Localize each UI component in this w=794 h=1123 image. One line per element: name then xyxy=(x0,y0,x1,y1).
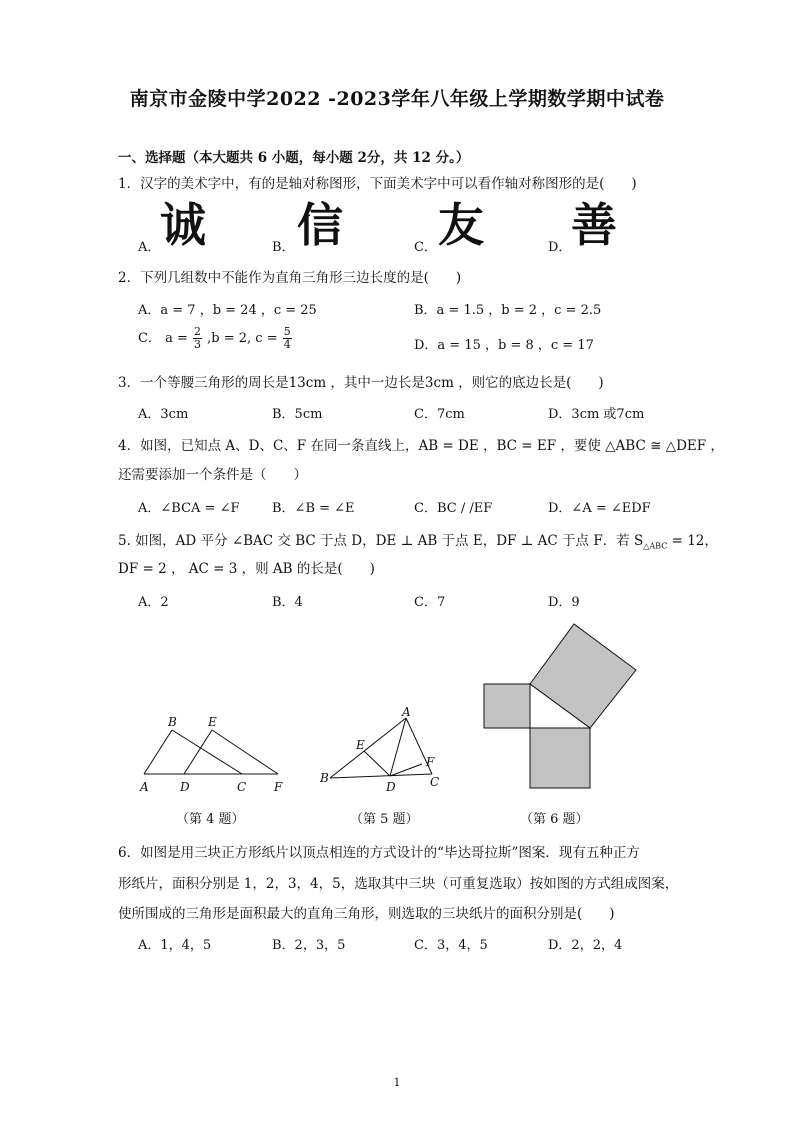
q4-option-d: D．∠A = ∠EDF xyxy=(548,501,651,516)
q1-option-b-label: B． xyxy=(272,240,295,255)
q1-option-d-char: 善 xyxy=(571,198,617,252)
q6-option-d: D．2，2，4 xyxy=(548,938,623,953)
q5-option-c: C．7 xyxy=(414,595,446,610)
figure-6 xyxy=(480,618,640,792)
question-4-stem-2: 还需要添加一个条件是（ ） xyxy=(118,467,307,483)
question-6-line-2: 形纸片，面积分别是 1，2，3，4，5，选取其中三块（可重复选取）按如图的方式组成图案， xyxy=(118,876,679,892)
square-left xyxy=(484,684,530,728)
q6-option-b: B．2，3，5 xyxy=(272,938,346,953)
section-heading: 一、选择题（本大题共 6 小题，每小题 2分，共 12 分。） xyxy=(118,150,470,166)
fig4-label-d: D xyxy=(180,780,190,794)
question-3-stem: 3．一个等腰三角形的周长是13cm ，其中一边长是3cm ，则它的底边长是( ) xyxy=(118,375,604,391)
q6-option-a: A．1，4，5 xyxy=(138,938,212,953)
question-1-stem: 1．汉字的美术字中，有的是轴对称图形，下面美术字中可以看作轴对称图形的是( ) xyxy=(118,176,637,192)
q2-option-c: C． a = $\frac{2}{3}$ ,b = 2, c = $\frac{5}{4}$ xyxy=(138,325,291,351)
figure-4-caption: （第 4 题） xyxy=(176,812,245,827)
q6-option-c: C．3，4，5 xyxy=(414,938,488,953)
figure-4 xyxy=(130,712,290,796)
q3-option-d: D．3cm 或7cm xyxy=(548,407,645,422)
fig4-label-a: A xyxy=(140,780,149,794)
q2-option-b: B．a = 1.5 ，b = 2 ，c = 2.5 xyxy=(414,303,602,318)
fig5-label-d: D xyxy=(386,780,396,794)
q3-option-c: C．7cm xyxy=(414,407,465,422)
fig4-label-c: C xyxy=(237,780,247,794)
q2-option-a: A．a = 7 ，b = 24 ，c = 25 xyxy=(138,303,317,318)
question-5-stem: 5. 如图，AD 平分 ∠BAC 交 BC 于点 D，DE ⊥ AB 于点 E，DF ⊥ AC 于点 F．若 $S_{\triangle ABC} = 12$， xyxy=(118,533,718,551)
question-4-stem: 4．如图，已知点 A、D、C、F 在同一条直线上，AB = DE ，BC = EF ，要使 △ABC ≅ △DEF ， xyxy=(118,438,724,454)
question-6-line-1: 6．如图是用三块正方形纸片以顶点相连的方式设计的“毕达哥拉斯”图案．现有五种正方 xyxy=(118,845,640,861)
q1-option-b-char: 信 xyxy=(297,198,343,252)
fig4-label-e: E xyxy=(208,715,217,729)
q4-option-a: A．∠BCA = ∠F xyxy=(138,501,240,516)
q1-option-a-label: A． xyxy=(138,240,161,255)
fig4-label-b: B xyxy=(168,715,177,729)
q4-option-c: C．BC / /EF xyxy=(414,501,493,516)
q1-option-c-label: C． xyxy=(414,240,437,255)
q1-option-c-char: 友 xyxy=(438,198,484,252)
question-5-stem-2: DF = 2 ， AC = 3 ，则 AB 的长是( ) xyxy=(118,561,375,577)
q2-option-d: D．a = 15 ，b = 8 ，c = 17 xyxy=(414,338,594,353)
fraction: $\frac{2}{3}$ xyxy=(194,325,202,351)
q3-option-b: B．5cm xyxy=(272,407,323,422)
q5-option-d: D．9 xyxy=(548,595,580,610)
fig5-label-c: C xyxy=(430,775,440,789)
q1-option-d-label: D． xyxy=(548,240,572,255)
fig4-label-f: F xyxy=(274,780,283,794)
fig5-label-b: B xyxy=(320,771,329,785)
fig5-label-e: E xyxy=(356,738,365,752)
question-2-stem: 2．下列几组数中不能作为直角三角形三边长度的是( ) xyxy=(118,270,462,286)
q5-option-a: A．2 xyxy=(138,595,169,610)
fraction: $\frac{5}{4}$ xyxy=(283,325,291,351)
fig5-label-f: F xyxy=(426,755,435,769)
q1-option-a-char: 诚 xyxy=(160,198,206,252)
q5-option-b: B．4 xyxy=(272,595,303,610)
figure-6-caption: （第 6 题） xyxy=(520,812,589,827)
question-6-line-3: 使所围成的三角形是面积最大的直角三角形，则选取的三块纸片的面积分别是( ) xyxy=(118,906,615,922)
figure-5 xyxy=(314,702,444,798)
page-number: 1 xyxy=(393,1076,401,1089)
q3-option-a: A．3cm xyxy=(138,407,189,422)
q4-option-b: B．∠B = ∠E xyxy=(272,501,355,516)
fig5-label-a: A xyxy=(402,705,411,719)
page-title: 南京市金陵中学2022 -2023学年八年级上学期数学期中试卷 xyxy=(129,88,665,110)
figure-5-caption: （第 5 题） xyxy=(350,812,419,827)
square-bottom xyxy=(530,728,590,788)
